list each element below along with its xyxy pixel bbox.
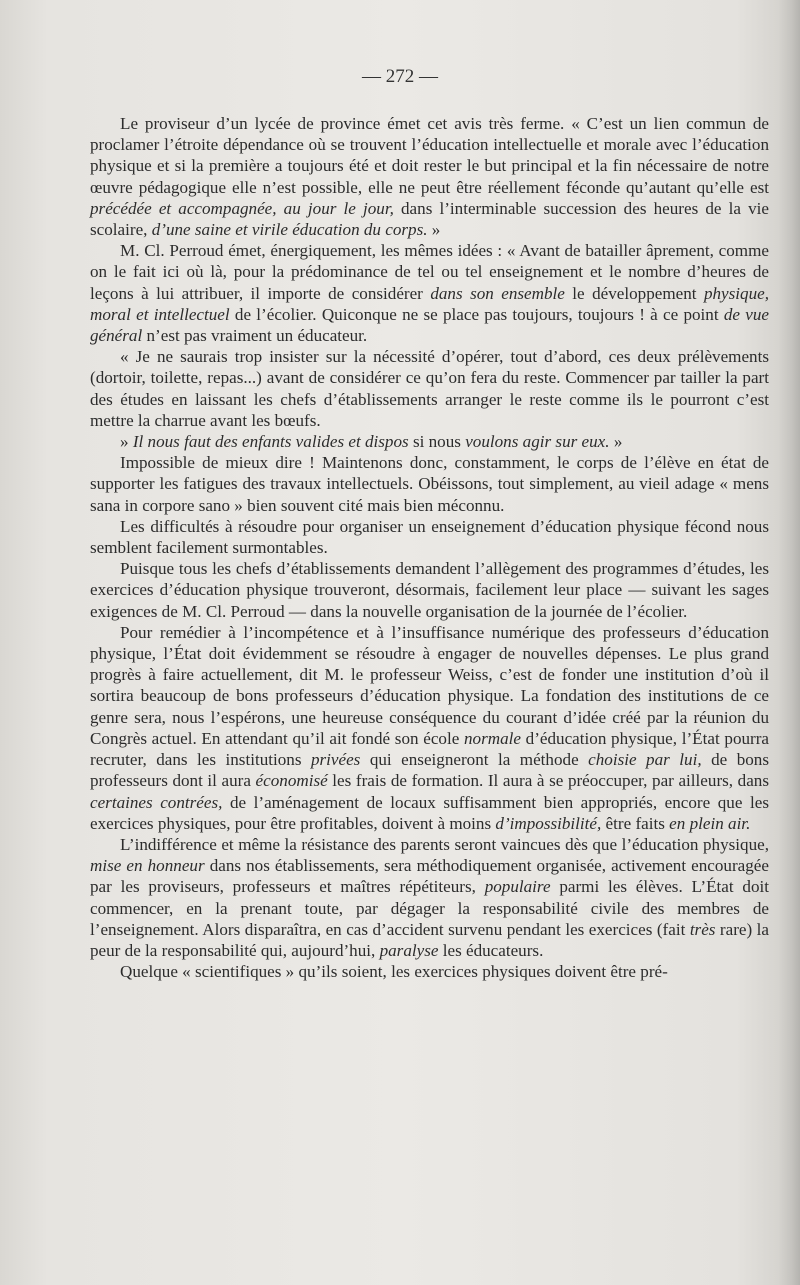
text-run: »	[609, 432, 623, 452]
paragraph	[90, 240, 769, 346]
text-run: Le proviseur d’un lycée de province émet cet avis très ferme. « C’est un lien commun de proclamer l’étroite dépendance où se trouvent l’éducation intellectuelle et morale avec l’éducation physique et si la première a toujours été et doit rester le but principal et la fin nécessaire de notre œuvre pédagogique elle n’est possible, elle ne peut être réellement féconde qu’autant qu’elle est	[90, 114, 769, 197]
italic-run: choisie par lui,	[588, 750, 702, 770]
italic-run: mise en honneur	[90, 856, 205, 876]
text-run: de l’aménagement de locaux suffisamment bien appropriés, encore que les exercices physiques, pour être profitables, doivent à moins	[90, 792, 769, 833]
paragraph	[90, 558, 769, 622]
page-edge-shadow	[778, 0, 800, 1285]
paragraph	[90, 516, 769, 558]
italic-run: physique, moral et intellectuel	[90, 283, 769, 324]
text-run: Les difficultés à résoudre pour organiser un enseignement d’éducation physique fécond nous semblent facilement surmontables.	[90, 516, 769, 558]
paragraph	[90, 961, 769, 982]
italic-run: économisé	[255, 771, 328, 791]
text-run: les éducateurs.	[438, 940, 544, 960]
text-run: »	[427, 220, 441, 240]
text-run: n’est pas vraiment un éducateur.	[142, 326, 368, 346]
text-run: Puisque tous les chefs d’établissements demandent l’allègement des programmes d’études, les exercices d’éducation physique trouveront, désormais, facilement leur place — suivant les sages exigences de M. Cl. Perroud — dans la nouvelle organisation de la journée de l’écolier.	[90, 559, 769, 621]
paragraph	[90, 834, 769, 961]
text-run: « Je ne saurais trop insister sur la nécessité d’opérer, tout d’abord, ces deux prélèvements (dortoir, toilette, repas...) avant de considérer ce qu’on fera du reste. Commencer par tailler la part des études en laissant les chefs d’établissements arranger le reste comme ils le pourront c’est mettre la charrue avant les bœufs.	[90, 347, 769, 430]
page-number: — 272 —	[362, 66, 438, 87]
italic-run: précédée et accompagnée, au jour le jour,	[90, 198, 394, 218]
italic-run: privées	[310, 750, 361, 770]
italic-run: normale	[464, 728, 521, 748]
italic-run: de vue général	[90, 304, 769, 346]
italic-run: populaire	[484, 877, 551, 897]
text-run: le développement	[564, 283, 704, 303]
text-run: de l’écolier. Quiconque ne se place pas toujours, toujours ! à ce point	[229, 304, 724, 324]
paragraph	[90, 622, 769, 834]
italic-run: paralyse	[379, 940, 439, 960]
text-run: qui enseigneront la méthode	[360, 750, 589, 770]
text-run: Quelque « scientifiques » qu’ils soient, les exercices physiques doivent être pré-	[120, 962, 668, 982]
paragraph	[90, 113, 769, 240]
text-run: »	[120, 432, 133, 452]
text-run: les frais de formation. Il aura à se préoccuper, par ailleurs, dans	[327, 771, 769, 791]
paragraph	[90, 346, 769, 431]
italic-run: très	[689, 919, 716, 939]
paragraph	[90, 452, 769, 516]
italic-run: d’impossibilité,	[495, 813, 602, 833]
text-run: dans l’interminable succession des heures de la vie scolaire,	[90, 198, 769, 240]
italic-run: certaines contrées,	[90, 792, 223, 812]
text-run: rare) la peur de la responsabilité qui, aujourd’hui,	[90, 919, 769, 960]
text-run: Pour remédier à l’incompétence et à l’insuffisance numérique des professeurs d’éducation physique, l’État doit évidemment se résoudre à engager de nouvelles dépenses. Le plus grand progrès à faire actuellement, dit M. le professeur Weiss, c’est de fonder une institution d’où il sortira beaucoup de bons professeurs d’éducation physique. La fondation des institutions de ce genre sera, nous l’espérons, une heureuse conséquence du courant d’idée créé par la réunion du Congrès actuel. En attendant qu’il ait fondé son école	[90, 622, 769, 748]
text-run: de bons professeurs dont il aura	[90, 750, 769, 791]
italic-run: voulons agir sur eux.	[465, 432, 610, 452]
text-run: Impossible de mieux dire ! Maintenons donc, constamment, le corps de l’élève en état de supporter les fatigues des travaux intellectuels. Obéissons, tout simplement, au vieil adage « mens sana in corpore sano » bien souvent cité mais bien méconnu.	[90, 453, 769, 515]
text-run: être faits	[601, 813, 670, 833]
text-run: L’indifférence et même la résistance des parents seront vaincues dès que l’éducation physique,	[120, 834, 769, 854]
body-text	[90, 113, 769, 982]
text-run: d’éducation physique, l’État pourra recruter, dans les institutions	[90, 728, 770, 770]
italic-run: Il nous faut des enfants valides et dispos	[132, 432, 409, 452]
text-run: dans nos établissements, sera méthodiquement organisée, activement encouragée par les proviseurs, professeurs et maîtres répétiteurs,	[90, 856, 769, 897]
italic-run: en plein air.	[669, 813, 751, 833]
text-run: parmi les élèves. L’État doit commencer, en la prenant toute, par dégager la responsabilité civile des membres de l’enseignement. Alors disparaîtra, en cas d’accident survenu pendant les exercices (fait	[90, 877, 769, 939]
italic-run: d’une saine et virile éducation du corps.	[151, 220, 428, 240]
text-run: si nous	[408, 432, 466, 452]
text-run: M. Cl. Perroud émet, énergiquement, les mêmes idées : « Avant de batailler âprement, comme on le fait ici où là, pour la prédominance de tel ou tel enseignement et le nombre d’heures de leçons à lui attribuer, il importe de considérer	[90, 241, 769, 303]
paragraph	[90, 431, 769, 452]
italic-run: dans son ensemble	[430, 283, 565, 303]
